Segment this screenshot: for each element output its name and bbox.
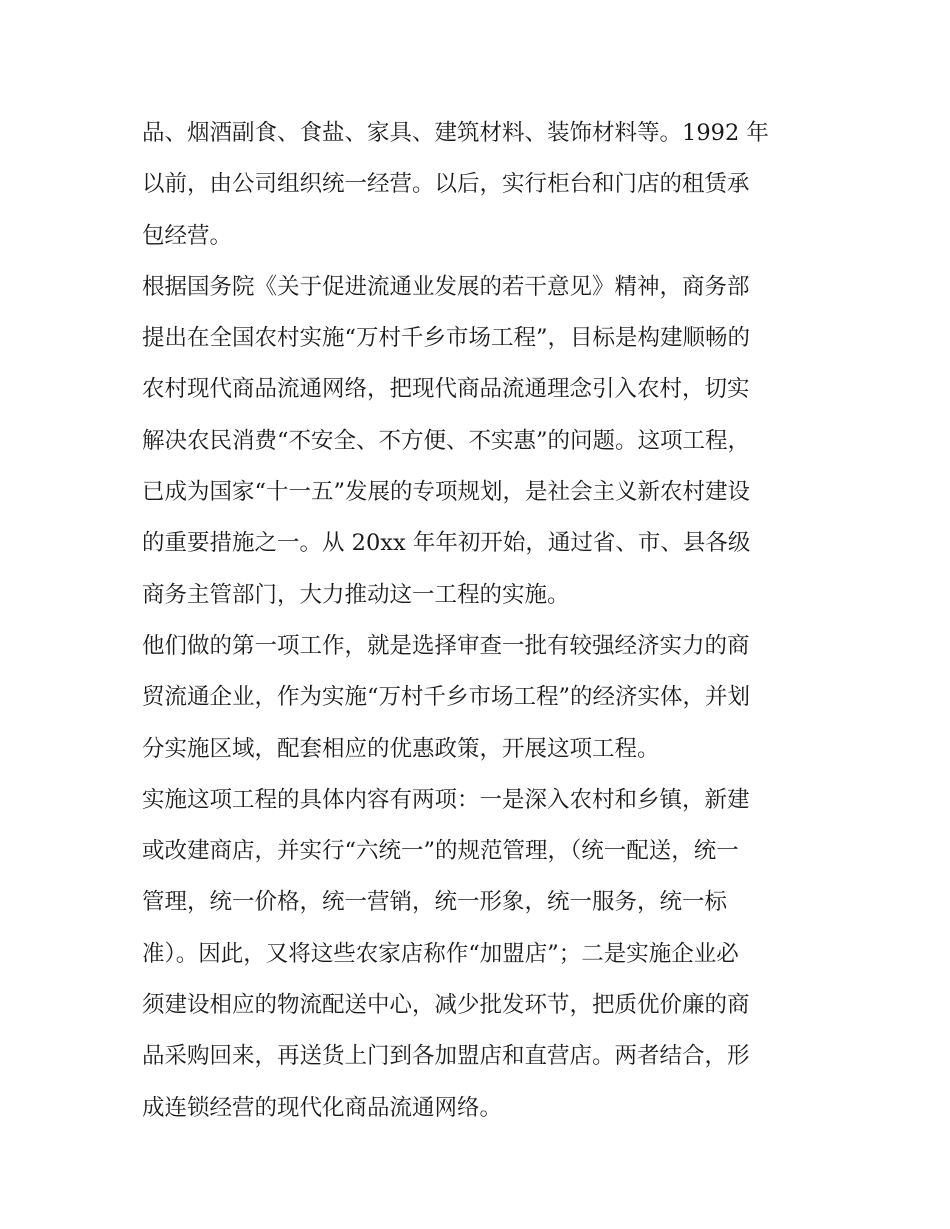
- paragraph-2: [142, 262, 822, 621]
- text-line: 贸流通企业，作为实施“万村千乡市场工程”的经济实体，并划: [142, 684, 751, 711]
- text-line: 解决农民消费“不安全、不方便、不实惠”的问题。这项工程，: [142, 427, 751, 454]
- text-line: 他们做的第一项工作，就是选择审查一批有较强经济实力的商: [142, 632, 750, 659]
- text-line: 根据国务院《关于促进流通业发展的若干意见》精神，商务部: [142, 273, 750, 300]
- paragraph-3: [142, 621, 822, 775]
- text-line: 已成为国家“十一五”发展的专项规划，是社会主义新农村建设: [142, 479, 751, 506]
- text-line: 农村现代商品流通网络，把现代商品流通理念引入农村，切实: [142, 376, 750, 403]
- paragraph-1: [142, 108, 822, 262]
- text-line: 提出在全国农村实施“万村千乡市场工程”，目标是构建顺畅的: [142, 325, 751, 352]
- text-line: 或改建商店，并实行“六统一”的规范管理，（统一配送，统一: [142, 838, 739, 865]
- text-line: 的重要措施之一。从 20xx 年年初开始，通过省、市、县各级: [142, 530, 751, 557]
- text-line: 商务主管部门，大力推动这一工程的实施。: [142, 581, 570, 608]
- text-line: 品采购回来，再送货上门到各加盟店和直营店。两者结合，形: [142, 1043, 750, 1070]
- text-line: 品、烟酒副食、食盐、家具、建筑材料、装饰材料等。1992 年: [142, 120, 769, 146]
- document-body: [142, 108, 822, 1134]
- text-line: 成连锁经营的现代化商品流通网络。: [142, 1094, 503, 1121]
- text-line: 实施这项工程的具体内容有两项：一是深入农村和乡镇，新建: [142, 786, 750, 813]
- text-line: 须建设相应的物流配送中心，减少批发环节，把质优价廉的商: [142, 992, 750, 1019]
- paragraph-4: [142, 775, 822, 1134]
- text-line: 管理，统一价格，统一营销，统一形象，统一服务，统一标: [142, 889, 728, 916]
- text-line: 准）。因此，又将这些农家店称作“加盟店”；二是实施企业必: [142, 940, 739, 967]
- text-line: 分实施区域，配套相应的优惠政策，开展这项工程。: [142, 735, 660, 762]
- text-line: 包经营。: [142, 222, 233, 249]
- text-line: 以前，由公司组织统一经营。以后，实行柜台和门店的租赁承: [142, 171, 750, 198]
